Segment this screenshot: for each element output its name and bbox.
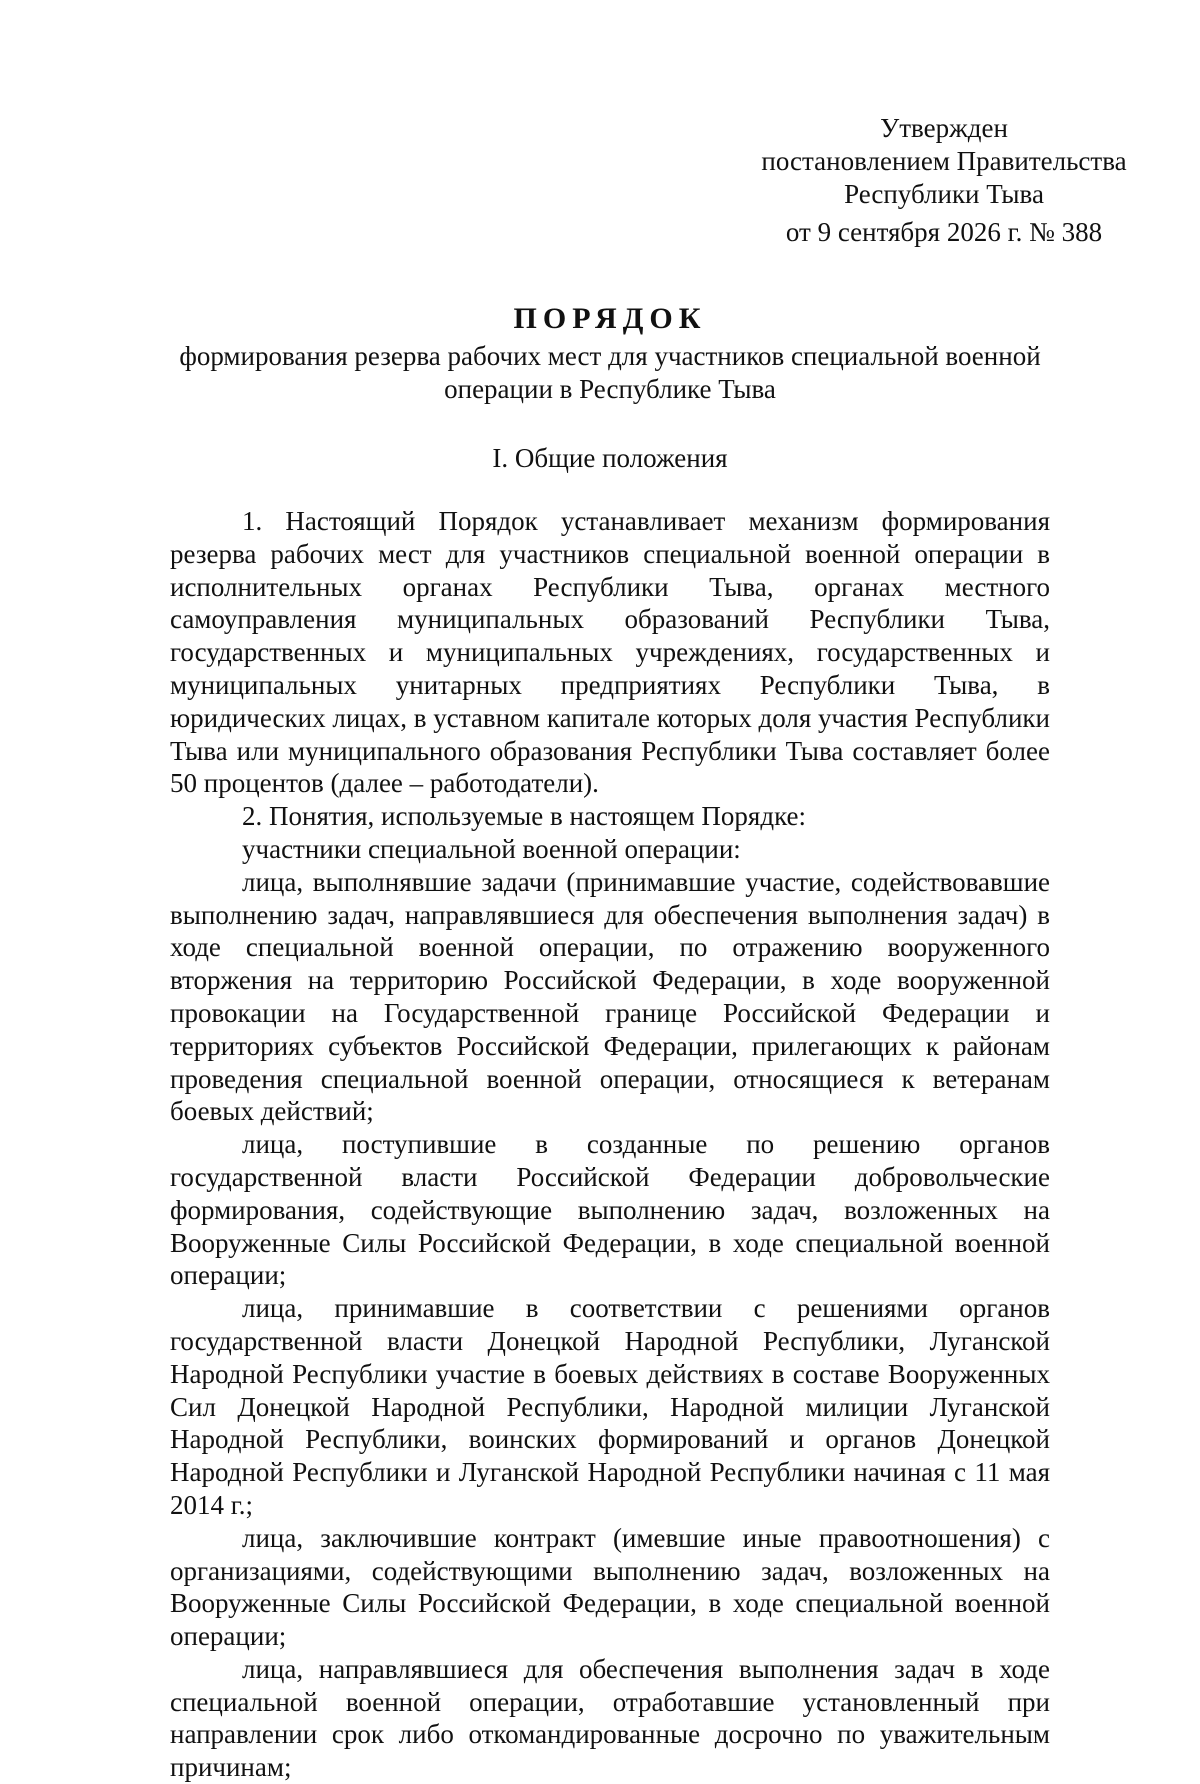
section-title: I. Общие положения <box>492 443 728 473</box>
paragraph-8: лица, направлявшиеся для обеспечения выполнения задач в ходе специальной военной операции, отработавшие установленный при направлении срок либо откомандированные досрочно по уважительным причинам; <box>170 1653 1050 1783</box>
approval-line-date: от 9 сентября 2026 г. № 388 <box>785 217 1103 247</box>
paragraph-6: лица, принимавшие в соответствии с решениями органов государственной власти Донецкой Народной Республики, Луганской Народной Республики участие в боевых действиях в составе Вооруженных Сил Донецкой Народной Республики, Народной милиции Луганской Народной Республики, воинских формирований и органов Донецкой Народной Республики и Луганской Народной Республики начиная с 11 мая 2014 г.; <box>170 1293 1050 1520</box>
paragraph-7: лица, заключившие контракт (имевшие иные правоотношения) с организациями, содействующими выполнению задач, возложенных на Вооруженные Силы Российской Федерации, в ходе специальной военной операции; <box>170 1522 1050 1652</box>
approval-line-republic: Республики Тыва <box>844 179 1044 209</box>
document-subtitle: формирования резерва рабочих мест для участников специальной военной операции в Республике Тыва <box>179 341 1041 404</box>
paragraph-2: 2. Понятия, используемые в настоящем Порядке: <box>242 801 806 832</box>
approval-line-approved: Утвержден <box>880 113 1008 143</box>
approval-line-resolution: постановлением Правительства <box>761 146 1127 176</box>
paragraph-5: лица, поступившие в созданные по решению органов государственной власти Российской Федерации добровольческие формирования, содействующие выполнению задач, возложенных на Вооруженные Силы Российской Федерации, в ходе специальной военной операции; <box>170 1129 1050 1291</box>
approval-block <box>744 112 1144 249</box>
document-body <box>170 505 1050 1784</box>
document-heading: ПОРЯДОК <box>513 302 707 335</box>
paragraph-3: участники специальной военной операции: <box>242 833 741 864</box>
paragraph-4: лица, выполнявшие задачи (принимавшие участие, содействовавшие выполнению задач, направлявшиеся для обеспечения выполнения задач) в ходе специальной военной операции, по отражению вооруженного вторжения на территорию Российской Федерации, в ходе вооруженной провокации на Государственной границе Российской Федерации и территориях субъектов Российской Федерации, прилегающих к районам проведения специальной военной операции, относящиеся к ветеранам боевых действий; <box>170 866 1050 1127</box>
document-title-block <box>170 300 1050 406</box>
paragraph-1: 1. Настоящий Порядок устанавливает механизм формирования резерва рабочих мест для участников специальной военной операции в исполнительных органах Республики Тыва, органах местного самоуправления муниципальных образований Республики Тыва, государственных и муниципальных учреждениях, государственных и муниципальных унитарных предприятиях Республики Тыва, в юридических лицах, в уставном капитале которых доля участия Республики Тыва или муниципального образования Республики Тыва составляет более 50 процентов (далее – работодатели). <box>170 506 1050 799</box>
